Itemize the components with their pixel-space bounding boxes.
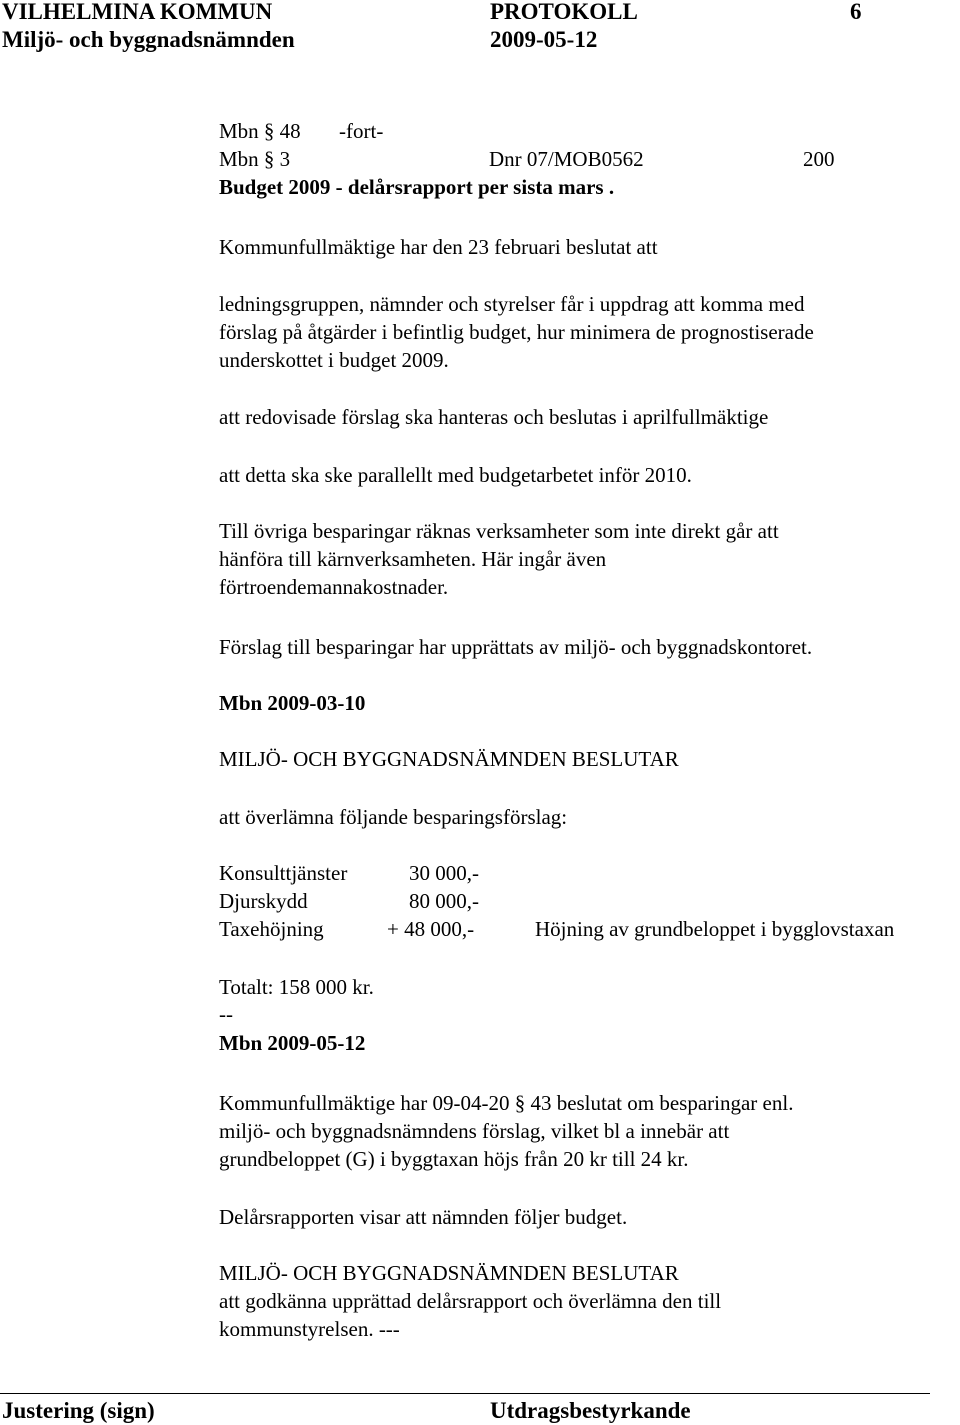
decision-heading-2: MILJÖ- OCH BYGGNADSNÄMNDEN BESLUTAR — [219, 1261, 679, 1285]
case-code: 200 — [803, 147, 835, 171]
savings-item-1: Konsulttjänster — [219, 861, 348, 885]
paragraph-1: Kommunfullmäktige har den 23 februari beslutat att — [219, 235, 658, 259]
savings-amount-2: 80 000,- — [409, 889, 479, 913]
footer-justering: Justering (sign) — [2, 1398, 155, 1423]
paragraph-2-line-1: ledningsgruppen, nämnder och styrelser får i uppdrag att komma med — [219, 292, 805, 316]
decision-text-2-line-2: kommunstyrelsen. --- — [219, 1317, 400, 1341]
total-amount: Totalt: 158 000 kr. — [219, 975, 374, 999]
decision-heading-1: MILJÖ- OCH BYGGNADSNÄMNDEN BESLUTAR — [219, 747, 679, 771]
document-type: PROTOKOLL — [490, 0, 638, 24]
footer-rule — [0, 1393, 930, 1394]
savings-note-3: Höjning av grundbeloppet i bygglovstaxan — [535, 917, 895, 941]
section-separator: -- — [219, 1002, 233, 1026]
paragraph-2-line-3: underskottet i budget 2009. — [219, 348, 449, 372]
page-number: 6 — [850, 0, 862, 24]
case-ref-2: Mbn § 3 — [219, 147, 291, 171]
paragraph-3: att redovisade förslag ska hanteras och beslutas i aprilfullmäktige — [219, 405, 769, 429]
paragraph-7-line-1: Kommunfullmäktige har 09-04-20 § 43 beslutat om besparingar enl. — [219, 1091, 794, 1115]
savings-item-3: Taxehöjning — [219, 917, 324, 941]
decision-text-1: att överlämna följande besparingsförslag: — [219, 805, 568, 829]
meeting-date-2: Mbn 2009-05-12 — [219, 1031, 366, 1055]
savings-item-2: Djurskydd — [219, 889, 308, 913]
paragraph-5-line-1: Till övriga besparingar räknas verksamheter som inte direkt går att — [219, 519, 779, 543]
decision-text-2-line-1: att godkänna upprättad delårsrapport och överlämna den till — [219, 1289, 722, 1313]
paragraph-5-line-3: förtroendemannakostnader. — [219, 575, 449, 599]
case-ref-1: Mbn § 48 — [219, 119, 301, 143]
case-title: Budget 2009 - delårsrapport per sista mars . — [219, 175, 615, 199]
dnr-number: Dnr 07/MOB0562 — [489, 147, 644, 171]
savings-amount-1: 30 000,- — [409, 861, 479, 885]
footer-extract-certification: Utdragsbestyrkande — [490, 1398, 691, 1423]
committee-name: Miljö- och byggnadsnämnden — [2, 27, 295, 52]
paragraph-8: Delårsrapporten visar att nämnden följer budget. — [219, 1205, 628, 1229]
paragraph-7-line-2: miljö- och byggnadsnämndens förslag, vilket bl a innebär att — [219, 1119, 730, 1143]
paragraph-2-line-2: förslag på åtgärder i befintlig budget, hur minimera de prognostiserade — [219, 320, 814, 344]
paragraph-5-line-2: hänföra till kärnverksamheten. Här ingår även — [219, 547, 607, 571]
meeting-date-1: Mbn 2009-03-10 — [219, 691, 366, 715]
paragraph-6: Förslag till besparingar har upprättats av miljö- och byggnadskontoret. — [219, 635, 813, 659]
savings-amount-3: + 48 000,- — [387, 917, 475, 941]
municipality-name: VILHELMINA KOMMUN — [2, 0, 273, 24]
case-ref-1-suffix: -fort- — [339, 119, 384, 143]
paragraph-7-line-3: grundbeloppet (G) i byggtaxan höjs från 20 kr till 24 kr. — [219, 1147, 689, 1171]
protocol-date: 2009-05-12 — [490, 27, 598, 52]
paragraph-4: att detta ska ske parallellt med budgetarbetet inför 2010. — [219, 463, 692, 487]
